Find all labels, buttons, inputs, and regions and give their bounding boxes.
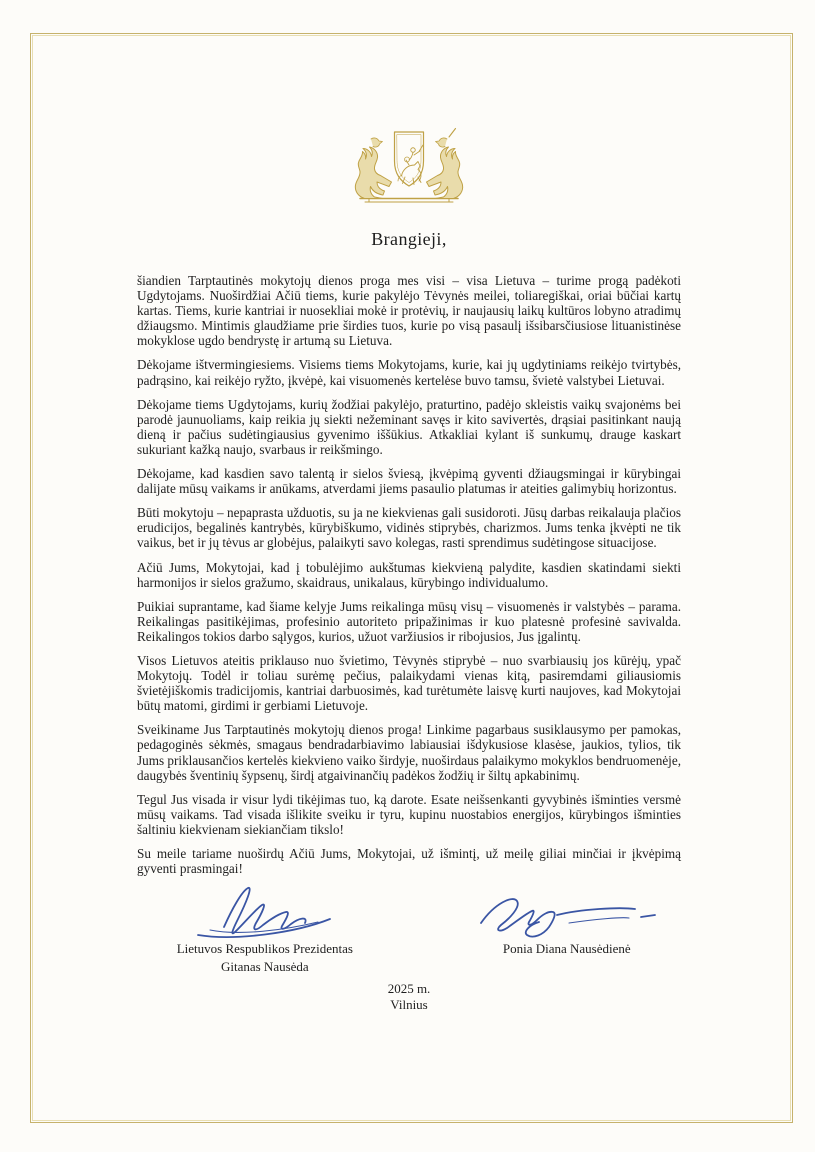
salutation: Brangieji, (371, 229, 447, 249)
letter-paragraph: Su meile tariame nuoširdų Ačiū Jums, Mokytojai, už išmintį, už meilę giliai minčiai ir įkvėpimą gyventi prasmingai! (137, 846, 681, 877)
letter-content (30, 33, 793, 1123)
first-lady-name: Ponia Diana Nausėdienė (502, 941, 631, 957)
letter-paragraph: Sveikiname Jus Tarptautinės mokytojų dienos proga! Linkime pagarbaus susiklausymo per pamokas, pedagoginės sėkmės, smagaus bendradarbiavimo labiausiai išdykusiose klasėse, jaukios, tylios, tik Jums priklausančios kertelės kiekvieno vaiko širdyje, nuoširdaus palaikymo mokyklos bendruomenėje, daugybės šventinių šypsenų, širdį atgaivinančių padėkos žodžių ir šiltų apkabinimų. (137, 722, 681, 783)
letter-paragraph: Ačiū Jums, Mokytojai, kad į tobulėjimo aukštumas kiekvieną palydite, kasdien skatindami siekti harmonijos ir sielos gražumo, skaidraus, unikalaus, kūrybingo individualumo. (137, 559, 681, 590)
signature-block (137, 885, 681, 974)
letter-date: 2025 m. (387, 981, 431, 997)
letter-place: Vilnius (390, 997, 428, 1013)
letter-paragraph: Dėkojame ištvermingiesiems. Visiems tiems Mokytojams, kurie, kai jų ugdytiniams reikėjo tvirtybės, padrąsino, kai reikėjo ryžto, įkvėpė, kai visuomenės kertelėse buvo tamsu, švietė valstybei Lietuvai. (137, 357, 681, 388)
coat-of-arms-icon (334, 117, 484, 212)
letter-paragraph: Būti mokytoju – nepaprasta užduotis, su ja ne kiekvienas gali susidoroti. Jūsų darbas reikalauja plačios erudicijos, begalinės kantrybės, kūrybiškumo, vidinės stiprybės, charizmos. Jums tenka įkvėpti ne tik vaikus, bet ir jų tėvus ar globėjus, palaikyti savo kolegas, rasti sprendimus sudėtingose situacijose. (137, 505, 681, 551)
letter-paragraph: šiandien Tarptautinės mokytojų dienos proga mes visi – visa Lietuva – turime progą padėkoti Ugdytojams. Nuoširdžiai Ačiū tiems, kurie pakylėjo Tėvynės meilei, toliaregiškai, oriai būčiai kartų kartas. Tiems, kurie kantriai ir nuosekliai mokė ir protėvių, ir naujausių laikų kultūros lobyno atradimų džiaugsmo. Mintimis glaudžiame prie širdies tuos, kurie po visą pasaulį išsibarsčiusiose lituanistinėse mokyklose ugdo bendrystę ir artumą su Lietuva. (137, 273, 681, 349)
signature-first-lady (453, 885, 681, 957)
president-title: Lietuvos Respublikos Prezidentas (176, 941, 353, 957)
date-place-block (137, 981, 681, 1013)
letter-paragraph: Puikiai suprantame, kad šiame kelyje Jums reikalinga mūsų visų – visuomenės ir valstybės – parama. Reikalingas pasitikėjimas, profesinio autoriteto pripažinimas ir kuo platesnė profesinė savivalda. Reikalingos tokios darbo sąlygos, kurios, užuot varžiusios ir ribojusios, Jus įgalintų. (137, 598, 681, 644)
letter-paragraph: Dėkojame, kad kasdien savo talentą ir sielos šviesą, įkvėpimą gyventi džiaugsmingai ir kūrybingai dalijate mūsų vaikams ir anūkams, atverdami jiems pasaulio platumas ir ateities galimybių horizontus. (137, 466, 681, 497)
president-name: Gitanas Nausėda (220, 958, 309, 974)
letter-paragraph: Visos Lietuvos ateitis priklauso nuo švietimo, Tėvynės stiprybė – nuo svarbiausių jos kūrėjų, ypač Mokytojų. Todėl ir toliau surėmę pečius, palaikydami vienas kitą, pasiremdami giliausiomis švietėjiškomis tradicijomis, kantriai darbuosimės, kad turėtumėte laisvę kurti naujoves, kad Mokytojai būtų matomi, girdimi ir gerbiami Lietuvoje. (137, 652, 681, 714)
letter-paragraph: Dėkojame tiems Ugdytojams, kurių žodžiai pakylėjo, praturtino, padėjo skleistis vaikų svajonėms bei parodė jaunuoliams, kaip reikia jų siekti nežeminant savęs ir kito savivertės, drąsiai pasitinkant naują dieną ir pačius sudėtingiausius gyvenimo iššūkius. Atkakliai kylant iš sunkumų, drauge kaskart sukuriant kažką naujo, svarbaus ir reikšmingo. (137, 396, 681, 457)
signature-president (137, 885, 393, 974)
letter-paragraph: Tegul Jus visada ir visur lydi tikėjimas tuo, ką darote. Esate neišsenkanti gyvybinės išminties versmė mūsų vaikams. Tad visada išlikite sveiku ir tyru, kupinu nuostabios energijos, kūrybingos išminties šaltiniu kiekvienam siekiančiam tikslo! (137, 791, 681, 837)
first-lady-signature-icon (469, 891, 664, 939)
letter-body (137, 273, 681, 876)
president-signature-icon (180, 885, 350, 939)
